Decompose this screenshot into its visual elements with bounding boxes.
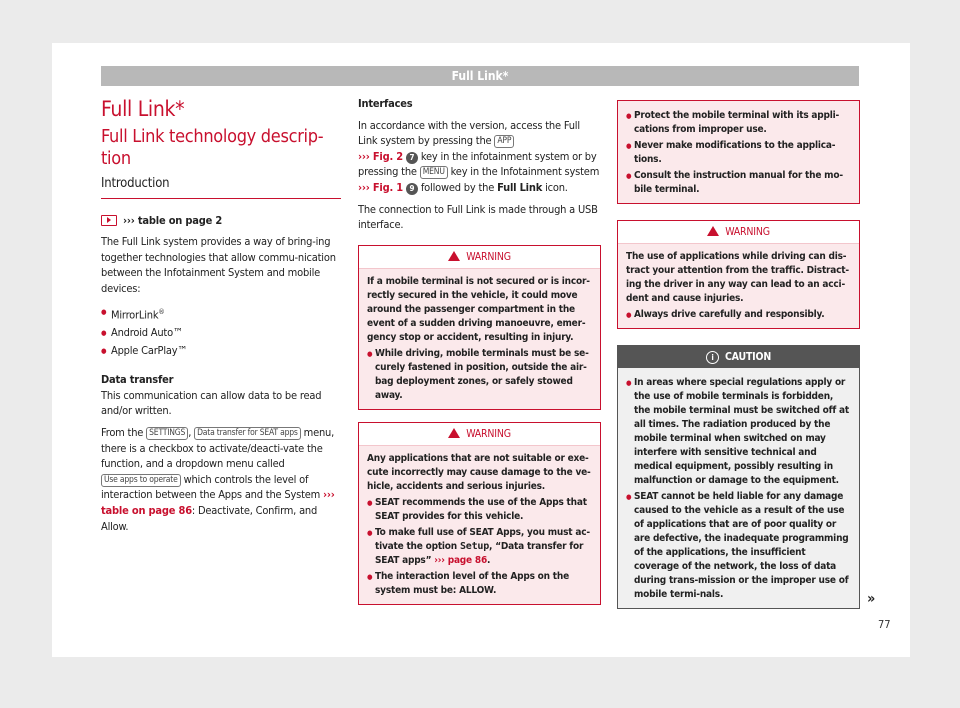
warning-bullet: ● Never make modifications to the applica-tions. (626, 139, 851, 167)
settings-key: SETTINGS (146, 427, 188, 440)
data-transfer-heading: Data transfer (101, 373, 174, 387)
warning-box-2 (358, 422, 601, 605)
table-ref-86[interactable]: ››› table on page 86 (101, 488, 335, 517)
column-middle (358, 96, 601, 605)
fig1-link[interactable]: ››› Fig. 1 (358, 180, 403, 194)
list-item: ● MirrorLink® (101, 303, 341, 325)
table-ref-text: ››› table on page 2 (123, 213, 223, 227)
menu-key: MENU (420, 166, 448, 179)
warning-bullet: ● Always drive carefully and responsibly. (626, 308, 851, 322)
callout-7: 7 (406, 152, 418, 164)
warning-text: The use of applications while driving can dis-tract your attention from the traffic. Distract-ing the driver in any way can lead to an acci-dent and cause injuries. (626, 251, 849, 304)
introduction-heading: Introduction (101, 176, 341, 199)
column-right (617, 96, 875, 609)
fig2-link[interactable]: ››› Fig. 2 (358, 149, 403, 163)
interfaces-paragraph: In accordance with the version, access the Full Link system by pressing the APP ››› Fig. 2 7 key in the infotainment system or by pressing the MENU key in the Infotainment system ››› Fig. 1 9 followed by the Full Link icon. (358, 118, 600, 194)
video-book-icon (101, 215, 117, 226)
caution-bullet: ● In areas where special regulations apply or the use of mobile terminals is forbidden, the mobile terminal must be switched off at all times. The radiation produced by the mobile terminal when switched on may interfere with sensitive technical and medical equipment, possibly resulting in malfunction or damage to the equipment. (626, 376, 851, 488)
callout-9: 9 (406, 183, 418, 195)
caution-box (617, 345, 875, 609)
settings-paragraph: From the SETTINGS , Data transfer for SEAT apps menu, there is a checkbox to activate/deacti-vate the function, and a dropdown menu called Use apps to operate which controls the level of interaction between the Apps and the System ››› table on page 86: Deactivate, Confirm, and Allow. (101, 426, 335, 533)
page-number: 77 (878, 618, 891, 631)
continued-arrow-icon: » (867, 591, 875, 607)
warning-box-3 (617, 220, 860, 329)
app-key: APP (494, 135, 514, 148)
interfaces-heading: Interfaces (358, 97, 413, 110)
section-title: Full Link technology descrip- tion (101, 126, 324, 169)
chapter-title: Full Link* (101, 97, 185, 121)
warning-icon (707, 226, 719, 236)
table-reference[interactable] (101, 213, 341, 229)
warning-box-1 (358, 245, 601, 410)
info-icon: i (706, 351, 719, 364)
warning-text: Any applications that are not suitable or exe-cute incorrectly may cause damage to the ve-hicle, accidents and serious injuries. (367, 452, 591, 492)
usb-paragraph: The connection to Full Link is made through a USB interface. (358, 202, 598, 232)
warning-bullet: ● Consult the instruction manual for the mo-bile terminal. (626, 169, 851, 197)
list-item: ● Android Auto™ (101, 324, 341, 342)
warning-header: WARNING (359, 246, 600, 269)
running-header: Full Link* (101, 66, 859, 86)
list-item: ● Apple CarPlay™ (101, 342, 341, 360)
warning-bullet: ● SEAT recommends the use of the Apps that SEAT provides for this vehicle. (367, 496, 592, 524)
caution-header: i CAUTION (618, 346, 859, 368)
warning-continued-box (617, 100, 860, 204)
warning-text: If a mobile terminal is not secured or is incor-rectly secured in the vehicle, it could move around the passenger compartment in the event of a sudden driving manoeuvre, emer-gency stop or accident, resulting in injury. (367, 275, 590, 343)
warning-bullet: ● The interaction level of the Apps on the system must be: ALLOW. (367, 570, 592, 598)
warning-header: WARNING (618, 221, 859, 244)
column-left (101, 96, 341, 534)
warning-icon (448, 251, 460, 261)
warning-bullet: ● Protect the mobile terminal with its appli-cations from improper use. (626, 109, 851, 137)
use-apps-key: Use apps to operate (101, 474, 181, 487)
data-transfer-key: Data transfer for SEAT apps (194, 427, 301, 440)
warning-icon (448, 428, 460, 438)
intro-paragraph: The Full Link system provides a way of bring-ing together technologies that allow commu-nication between the Infotainment System and mobile devices: (101, 235, 336, 295)
device-list (101, 303, 341, 361)
warning-header: WARNING (359, 423, 600, 446)
caution-bullet: ● SEAT cannot be held liable for any damage caused to the vehicle as a result of the use of applications that are of poor quality or are defective, the inadequate programming of the applications, the insufficient coverage of the network, the loss of data during trans-mission or the improper use of mobile termi-nals. (626, 490, 851, 602)
warning-bullet: ● While driving, mobile terminals must be se-curely fastened in position, outside the air-bag deployment zones, or safely stowed away. (367, 347, 592, 403)
page-86-link[interactable]: ››› page 86 (434, 554, 488, 566)
data-transfer-text: This communication can allow data to be read and/or written. (101, 388, 322, 418)
warning-bullet: ● To make full use of SEAT Apps, you must ac-tivate the option Setup, “Data transfer for SEAT apps” ››› page 86. (367, 526, 592, 568)
